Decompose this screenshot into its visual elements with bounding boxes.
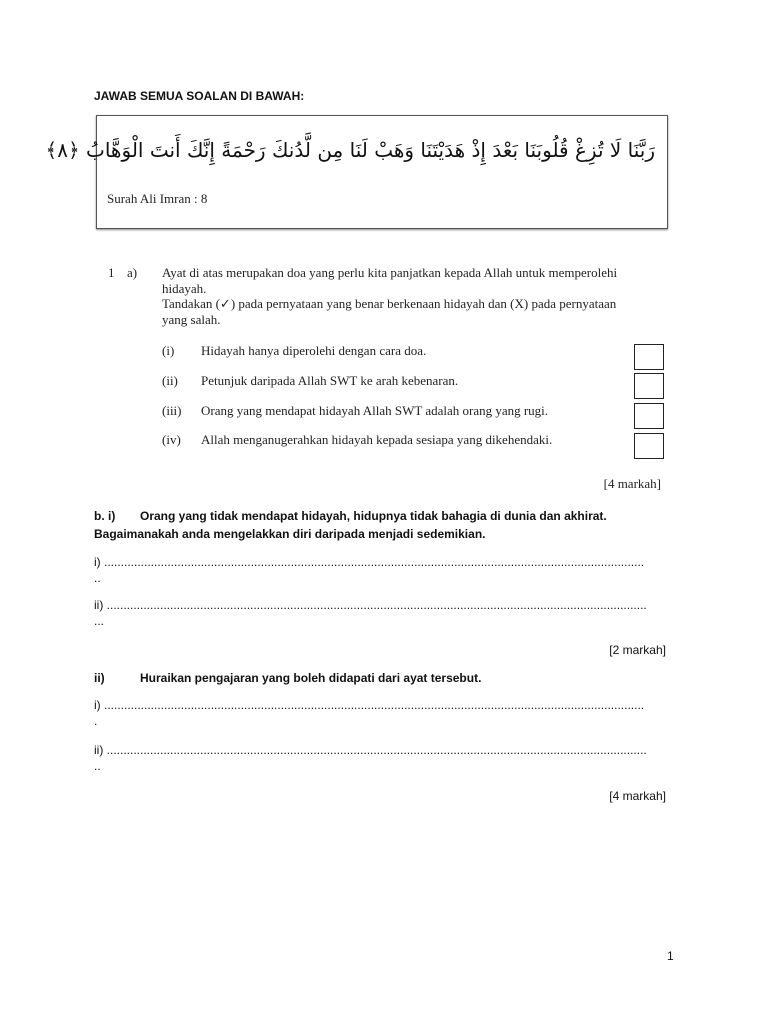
answer-line[interactable]: i) .................................................................................................................................................................. — [94, 555, 645, 569]
question-b-text-line1: Orang yang tidak mendapat hidayah, hidupnya tidak bahagia di dunia dan akhirat. — [140, 509, 607, 523]
question-intro-line2: hidayah. — [162, 281, 207, 296]
answer-line[interactable]: i) .................................................................................................................................................................. — [94, 698, 645, 712]
statement-text: Petunjuk daripada Allah SWT ke arah kebenaran. — [201, 373, 459, 388]
question-b-label: b. i) — [94, 509, 116, 523]
answer-tickbox[interactable] — [634, 373, 664, 399]
answer-tickbox[interactable] — [634, 433, 664, 459]
answer-tickbox[interactable] — [634, 403, 664, 429]
verse-box — [45, 115, 668, 229]
answer-line-label: i) — [94, 698, 101, 712]
question-bii-text: Huraikan pengajaran yang boleh didapati dari ayat tersebut. — [140, 671, 482, 685]
answer-line-continuation: .. — [94, 571, 101, 585]
question-b-text-line2: Bagaimanakah anda mengelakkan diri daripada menjadi sedemikian. — [94, 527, 486, 541]
marks-label: [2 markah] — [609, 643, 666, 657]
statement-text: Allah menganugerahkan hidayah kepada sesiapa yang dikehendaki. — [201, 432, 553, 447]
answer-line[interactable]: ii) .................................................................................................................................................................. — [94, 743, 647, 757]
answer-line-continuation: .. — [94, 759, 101, 773]
answer-line-continuation: . — [94, 714, 98, 728]
answer-line-continuation: ... — [94, 614, 105, 628]
question-bii-label: ii) — [94, 671, 105, 685]
statement-numeral: (i) — [162, 343, 175, 358]
statement-numeral: (ii) — [162, 373, 178, 388]
page-number: 1 — [667, 949, 674, 963]
question-number: 1 — [108, 265, 115, 280]
statement-text: Orang yang mendapat hidayah Allah SWT adalah orang yang rugi. — [201, 403, 549, 418]
answer-tickbox[interactable] — [634, 344, 664, 370]
question-instruction-line1: Tandakan (✓) pada pernyataan yang benar berkenaan hidayah dan (X) pada pernyataan — [162, 296, 617, 311]
statement-numeral: (iii) — [162, 403, 182, 418]
arabic-verse: رَبَّنَا لَا تُزِغْ قُلُوبَنَا بَعْدَ إِذْ هَدَيْتَنَا وَهَبْ لَنَا مِن لَّدُنكَ رَحْمَةً إِنَّكَ أَنتَ الْوَهَّابُ ﴿٨﴾ — [45, 138, 655, 162]
question-sub-label: a) — [127, 265, 138, 280]
marks-label: [4 markah] — [609, 789, 666, 803]
statement-numeral: (iv) — [162, 432, 181, 447]
answer-line-label: ii) — [94, 743, 104, 757]
question-instruction-line2: yang salah. — [162, 312, 221, 327]
answer-line-label: ii) — [94, 598, 104, 612]
statement-text: Hidayah hanya diperolehi dengan cara doa. — [201, 343, 427, 358]
question-intro-line1: Ayat di atas merupakan doa yang perlu kita panjatkan kepada Allah untuk memperolehi — [162, 265, 618, 280]
answer-line[interactable]: ii) .................................................................................................................................................................. — [94, 598, 647, 612]
marks-label: [4 markah] — [603, 476, 661, 491]
verse-reference: Surah Ali Imran : 8 — [107, 191, 208, 206]
main-heading: JAWAB SEMUA SOALAN DI BAWAH: — [94, 89, 305, 103]
answer-line-label: i) — [94, 555, 101, 569]
